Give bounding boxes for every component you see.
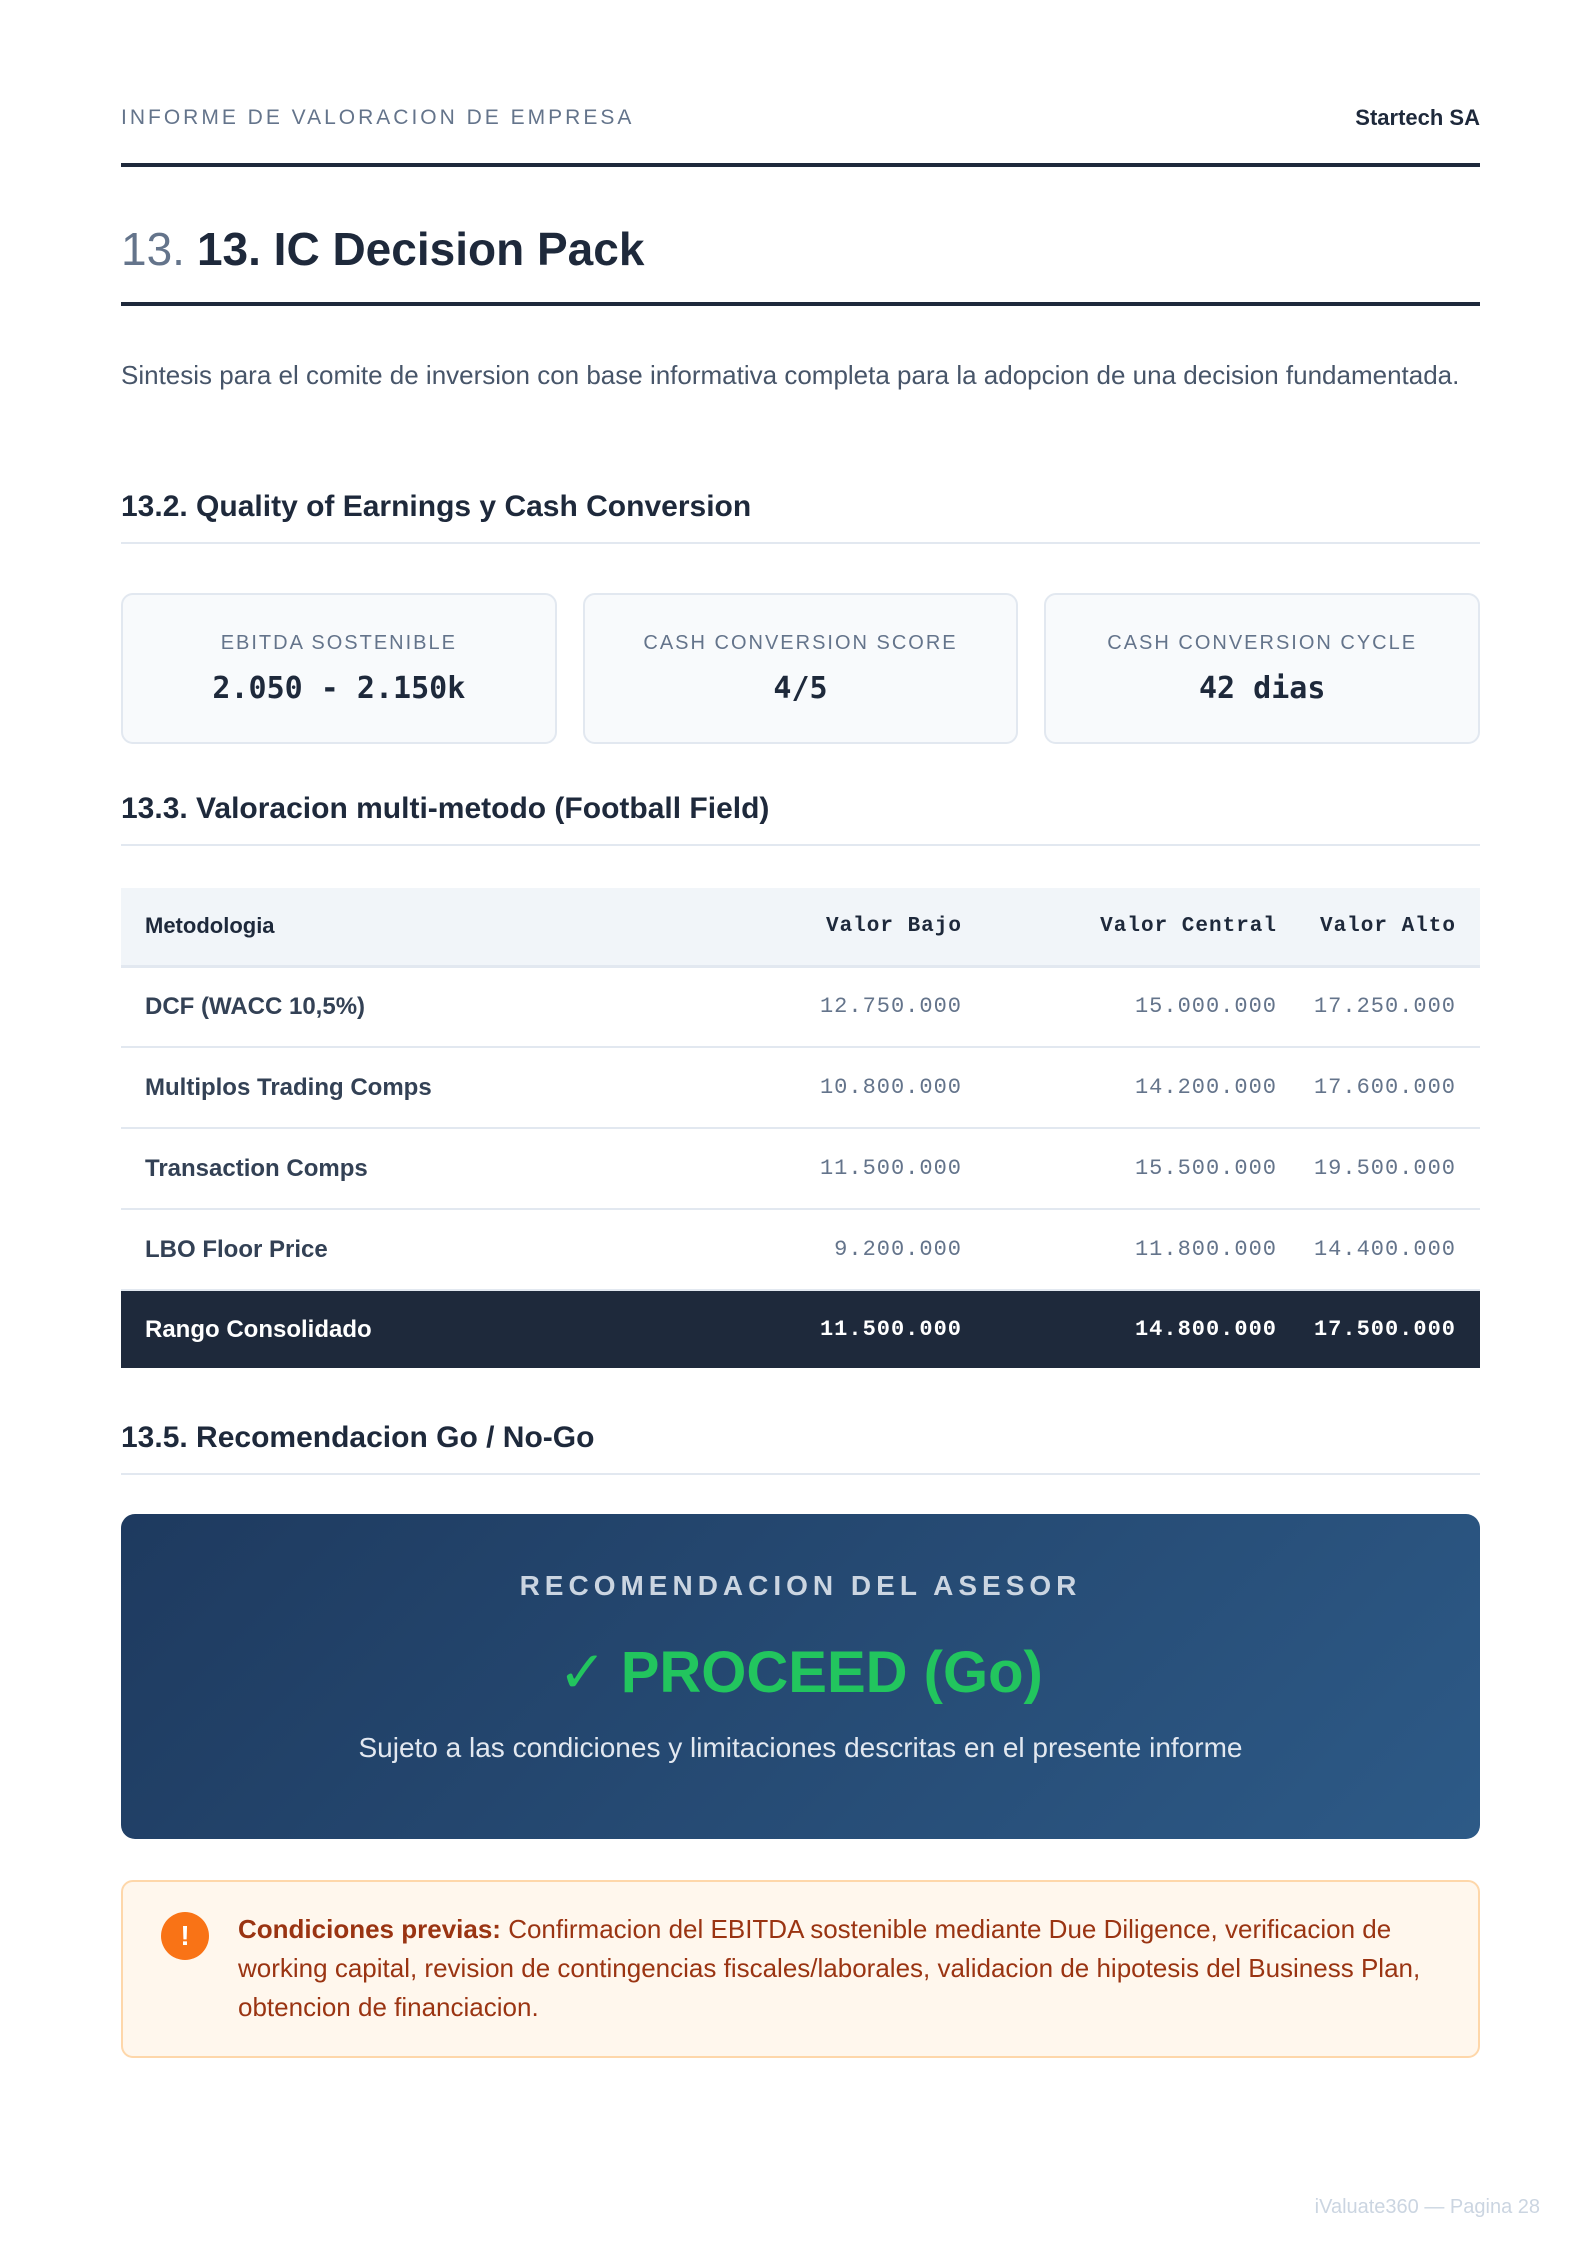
kpi-value: 4/5 — [773, 670, 828, 706]
value-high-cell: 17.250.000 — [1301, 966, 1480, 1047]
quality-heading: 13.2. Quality of Earnings y Cash Conversion — [121, 490, 1480, 544]
method-cell: Transaction Comps — [121, 1128, 741, 1209]
table-row — [121, 966, 1480, 1047]
report-title: INFORME DE VALORACION DE EMPRESA — [121, 106, 635, 129]
football-field-table — [121, 888, 1480, 1368]
method-cell: LBO Floor Price — [121, 1209, 741, 1290]
section-title: 13. IC Decision Pack — [196, 223, 645, 275]
value-mid-cell: 11.800.000 — [986, 1209, 1301, 1290]
value-low-cell: 12.750.000 — [741, 966, 986, 1047]
value-high-cell: 17.500.000 — [1301, 1290, 1480, 1368]
column-header: Metodologia — [121, 888, 741, 966]
header-rule — [121, 163, 1480, 167]
conditions-body: Confirmacion del EBITDA sostenible mediante Due Diligence, verificacion de working capital, revision de contingencias fiscales/laborales, validacion de hipotesis del Business Plan, obtencion de financiacion. — [238, 1914, 1421, 2022]
column-header: Valor Alto — [1301, 888, 1480, 966]
section-number: 13. — [121, 223, 185, 275]
kpi-cards — [121, 593, 1480, 744]
report-page — [121, 0, 1480, 2246]
recommendation-subtitle: Sujeto a las condiciones y limitaciones descritas en el presente informe — [358, 1732, 1243, 1763]
recommendation-heading: 13.5. Recomendacion Go / No-Go — [121, 1421, 1480, 1475]
value-high-cell: 14.400.000 — [1301, 1209, 1480, 1290]
method-cell: Rango Consolidado — [121, 1290, 741, 1368]
value-low-cell: 10.800.000 — [741, 1047, 986, 1128]
kpi-label: EBITDA SOSTENIBLE — [220, 631, 457, 654]
value-mid-cell: 15.000.000 — [986, 966, 1301, 1047]
warning-icon: ! — [161, 1912, 209, 1960]
kpi-value: 2.050 - 2.150k — [212, 670, 466, 706]
method-cell: Multiplos Trading Comps — [121, 1047, 741, 1128]
value-low-cell: 11.500.000 — [741, 1290, 986, 1368]
value-mid-cell: 14.200.000 — [986, 1047, 1301, 1128]
title-rule — [121, 302, 1480, 306]
value-mid-cell: 14.800.000 — [986, 1290, 1301, 1368]
value-high-cell: 17.600.000 — [1301, 1047, 1480, 1128]
table-row — [121, 1047, 1480, 1128]
column-header: Valor Bajo — [741, 888, 986, 966]
table-header-row — [121, 888, 1480, 966]
running-header — [121, 102, 1480, 134]
method-cell: DCF (WACC 10,5%) — [121, 966, 741, 1047]
valuation-heading: 13.3. Valoracion multi-metodo (Football Field) — [121, 792, 1480, 846]
recommendation-verdict — [558, 1638, 1043, 1706]
recommendation-box — [121, 1514, 1480, 1839]
conditions-lead: Condiciones previas: — [238, 1914, 501, 1944]
kpi-value: 42 dias — [1198, 670, 1326, 706]
kpi-card-ebitda — [121, 593, 557, 744]
checkmark-icon: ✓ — [558, 1640, 607, 1705]
recommendation-label: RECOMENDACION DEL ASESOR — [519, 1570, 1082, 1601]
company-name: Startech SA — [1355, 105, 1480, 130]
page-title — [121, 222, 644, 282]
value-low-cell: 9.200.000 — [741, 1209, 986, 1290]
kpi-card-cash-score — [583, 593, 1019, 744]
conditions-text — [238, 1910, 1448, 2027]
section-intro: Sintesis para el comite de inversion con base informativa completa para la adopcion de una decision fundamentada. — [121, 360, 1460, 390]
page-footer: iValuate360 — Pagina 28 — [1314, 2196, 1540, 2218]
total-row — [121, 1290, 1480, 1368]
table-row — [121, 1128, 1480, 1209]
value-low-cell: 11.500.000 — [741, 1128, 986, 1209]
conditions-callout — [121, 1880, 1480, 2058]
value-high-cell: 19.500.000 — [1301, 1128, 1480, 1209]
kpi-label: CASH CONVERSION SCORE — [643, 631, 958, 654]
kpi-card-cash-cycle — [1044, 593, 1480, 744]
value-mid-cell: 15.500.000 — [986, 1128, 1301, 1209]
column-header: Valor Central — [986, 888, 1301, 966]
verdict-text: PROCEED (Go) — [620, 1639, 1043, 1705]
kpi-label: CASH CONVERSION CYCLE — [1107, 631, 1418, 654]
table-row — [121, 1209, 1480, 1290]
